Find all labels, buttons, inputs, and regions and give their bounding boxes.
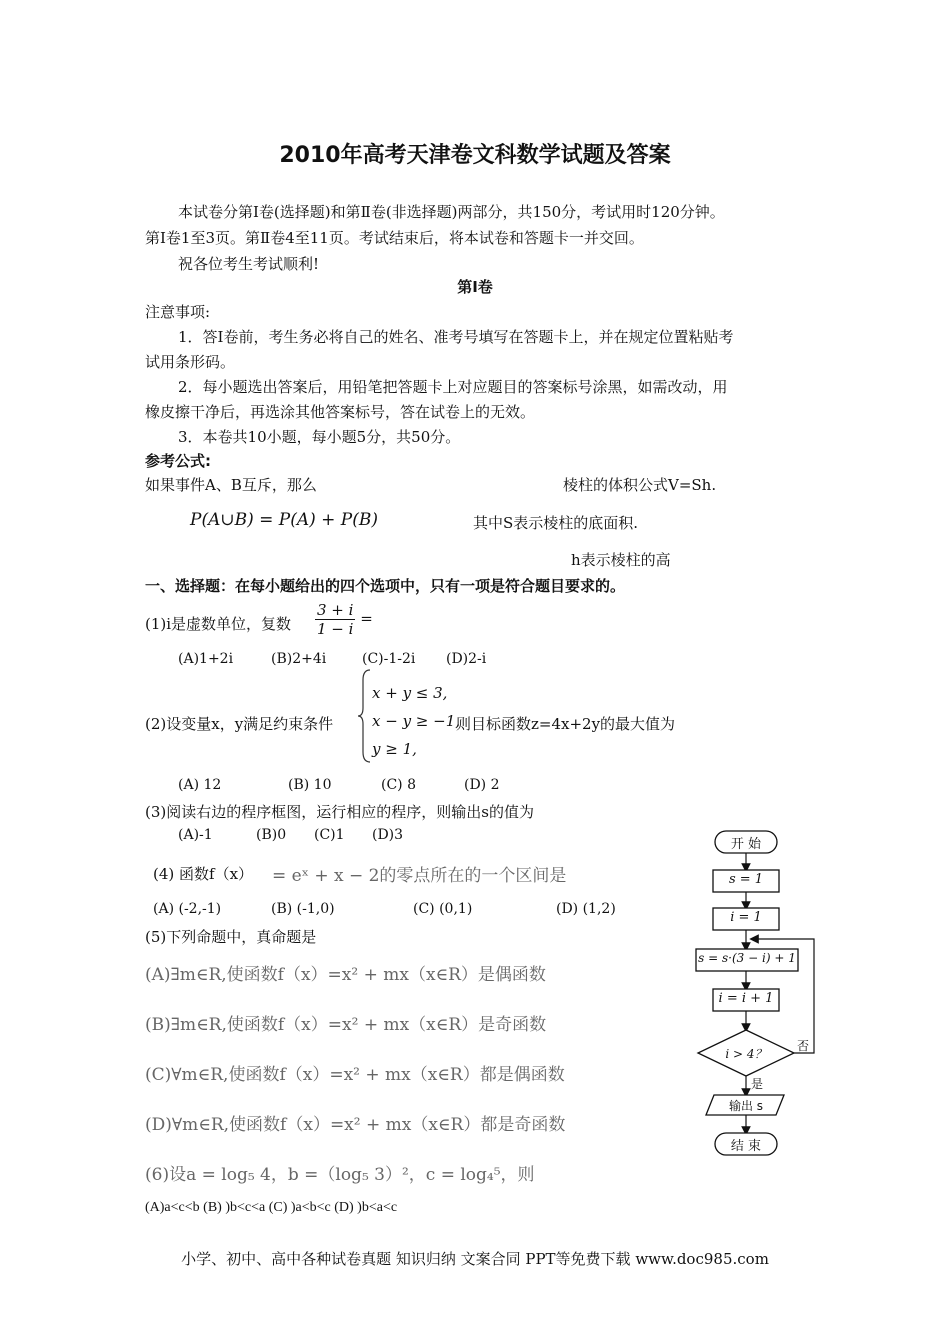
notes-heading: 注意事项:: [145, 303, 211, 321]
q6-options[interactable]: (A)a<c<b (B) )b<c<a (C) )a<b<c (D) )b<a<c: [145, 1200, 398, 1215]
q1-option-d[interactable]: (D)2-i: [446, 651, 487, 667]
flow-output-label: 输出 s: [728, 1099, 764, 1113]
q5-option-d[interactable]: (D)∀m∈R,使函数f（x）=x² + mx（x∈R）都是奇函数: [145, 1115, 566, 1135]
q5-option-a[interactable]: (A)∃m∈R,使函数f（x）=x² + mx（x∈R）是偶函数: [145, 965, 546, 985]
q3-option-c[interactable]: (C)1: [314, 827, 345, 843]
page-title: 2010年高考天津卷文科数学试题及答案: [279, 143, 671, 168]
intro-line-3: 祝各位考生考试顺利!: [178, 255, 320, 273]
q5-stem: (5)下列命题中，真命题是: [145, 928, 317, 946]
q4-option-c[interactable]: (C) (0,1): [413, 901, 473, 917]
q2-option-b[interactable]: (B) 10: [288, 777, 332, 793]
q3-option-b[interactable]: (B)0: [256, 827, 287, 843]
intro-line-2: 第Ⅰ卷1至3页。第Ⅱ卷4至11页。考试结束后，将本试卷和答题卡一并交回。: [145, 229, 644, 247]
q1-equals: =: [360, 609, 373, 628]
prism-formula: 棱柱的体积公式V=Sh.: [563, 476, 717, 494]
q5-option-c[interactable]: (C)∀m∈R,使函数f（x）=x² + mx（x∈R）都是偶函数: [145, 1065, 565, 1085]
q2-constraint-3: y ≥ 1,: [372, 740, 417, 758]
flow-start-label: 开 始: [730, 837, 762, 852]
s-meaning: 其中S表示棱柱的底面积.: [473, 514, 639, 532]
q1-denominator: 1 − i: [317, 620, 354, 638]
flow-s-init-label: s = 1: [728, 872, 764, 887]
note-3: 3．本卷共10小题，每小题5分，共50分。: [178, 428, 461, 446]
note-2b: 橡皮擦干净后，再选涂其他答案标号，答在试卷上的无效。: [145, 403, 536, 421]
q4-stem: (4) 函数f（x）: [153, 865, 254, 883]
q4-option-a[interactable]: (A) (-2,-1): [153, 901, 222, 917]
note-1b: 试用条形码。: [145, 353, 236, 371]
q2-option-a[interactable]: (A) 12: [178, 777, 222, 793]
q5-option-b[interactable]: (B)∃m∈R,使函数f（x）=x² + mx（x∈R）是奇函数: [145, 1015, 547, 1035]
q1-option-b[interactable]: (B)2+4i: [271, 651, 327, 667]
q1-fraction: [315, 601, 373, 638]
q3-stem: (3)阅读右边的程序框图，运行相应的程序，则输出s的值为: [145, 803, 534, 821]
q2-option-d[interactable]: (D) 2: [464, 777, 500, 793]
q4-option-b[interactable]: (B) (-1,0): [271, 901, 335, 917]
q2-stem: (2)设变量x，y满足约束条件: [145, 715, 334, 733]
q2-constraint-2: x − y ≥ −1,: [372, 712, 461, 730]
event-text: 如果事件A、B互斥，那么: [145, 476, 317, 494]
flow-decision-label: i > 4？: [725, 1047, 767, 1061]
note-2a: 2．每小题选出答案后，用铅笔把答题卡上对应题目的答案标号涂黑，如需改动，用: [178, 378, 728, 396]
q1-stem: (1)i是虚数单位，复数: [145, 615, 292, 633]
flow-i-init-label: i = 1: [730, 910, 762, 925]
flow-end-label: 结 束: [730, 1139, 762, 1154]
formulas-heading: 参考公式:: [145, 452, 211, 470]
probability-formula: P(A∪B) = P(A) + P(B): [190, 510, 378, 530]
q1-numerator: 3 + i: [317, 601, 354, 619]
q3-option-d[interactable]: (D)3: [372, 827, 404, 843]
q4-option-d[interactable]: (D) (1,2): [556, 901, 616, 917]
q2-constraint-1: x + y ≤ 3,: [372, 684, 448, 702]
q3-option-a[interactable]: (A)-1: [178, 827, 213, 843]
part1-heading: 一、选择题：在每小题给出的四个选项中，只有一项是符合题目要求的。: [145, 577, 626, 595]
intro-line-1: 本试卷分第Ⅰ卷(选择题)和第Ⅱ卷(非选择题)两部分，共150分，考试用时120分钟。: [178, 203, 725, 221]
q6-stem: (6)设a = log₅ 4，b =（log₅ 3）²，c = log₄⁵，则: [145, 1165, 535, 1185]
flow-i-update-label: i = i + 1: [718, 991, 774, 1006]
q2-option-c[interactable]: (C) 8: [381, 777, 416, 793]
q4-function: = eˣ + x − 2的零点所在的一个区间是: [272, 866, 567, 886]
h-meaning: h表示棱柱的高: [571, 551, 671, 569]
footer-text: 小学、初中、高中各种试卷真题 知识归纳 文案合同 PPT等免费下载 www.doc985.com: [181, 1250, 769, 1268]
flow-s-update-label: s = s·(3 − i) + 1: [698, 951, 796, 965]
note-1a: 1．答Ⅰ卷前，考生务必将自己的姓名、准考号填写在答题卡上，并在规定位置粘贴考: [178, 328, 734, 346]
q2-tail: 则目标函数z=4x+2y的最大值为: [456, 715, 676, 733]
flow-yes-label: 是: [751, 1077, 764, 1091]
q1-option-c[interactable]: (C)-1-2i: [362, 651, 416, 667]
flow-no-label: 否: [797, 1039, 810, 1053]
section-heading: 第Ⅰ卷: [457, 278, 493, 296]
q1-option-a[interactable]: (A)1+2i: [178, 651, 234, 667]
